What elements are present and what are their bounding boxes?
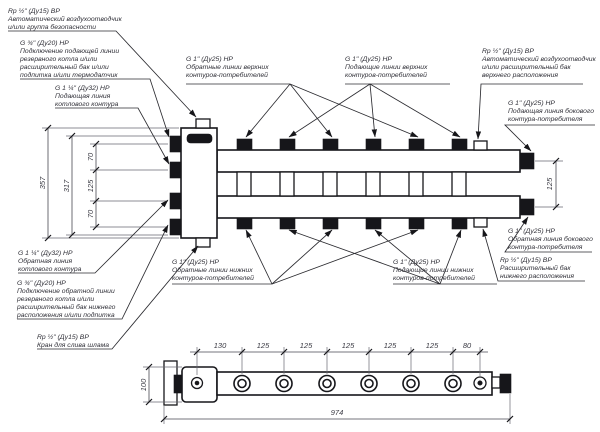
callout-line: Rp ½" (Ду15) ВР — [500, 257, 552, 264]
callout-line: Обратная линия бокового — [508, 236, 593, 243]
callout-line: G 1" (Ду25) НР — [172, 259, 219, 266]
dim-plan-gap: 80 — [462, 341, 472, 350]
callout-lower-expansion — [500, 256, 574, 280]
callout-line: G ¾" (Ду20) НР — [20, 40, 69, 47]
upper-ports — [237, 139, 487, 150]
callout-line: контуров-потребителей — [345, 72, 427, 79]
callout-line: Обратная линия — [18, 258, 73, 265]
dim-gap-top: 70 — [86, 152, 95, 162]
callout-line: Обратные линии верхних — [186, 64, 269, 71]
dim-plan-gap: 125 — [256, 341, 270, 350]
dim-plan-total: 974 — [330, 408, 344, 417]
lower-expansion-port — [474, 218, 487, 227]
callout-line: Подключение обратной линии — [17, 288, 115, 295]
callout-upper-return — [186, 56, 269, 79]
callout-line: контуров-потребителей — [172, 275, 254, 282]
callout-line: G 1" (Ду25) НР — [345, 56, 392, 63]
callout-line: контура-потребителя — [508, 116, 583, 123]
callout-line: Rp ½" (Ду15) ВР — [37, 334, 89, 341]
brand-badge — [187, 134, 212, 143]
callout-line: нижнего расположения — [500, 273, 575, 280]
callout-line: расположения и/или подпитка — [17, 312, 115, 319]
callout-top-air-vent — [7, 7, 123, 31]
callout-line: G 1" (Ду25) НР — [508, 228, 555, 235]
side-supply-port — [520, 153, 534, 169]
dim-front-total: 357 — [38, 176, 47, 190]
callout-lower-return — [172, 259, 254, 282]
callout-line: Подающая линия бокового — [508, 108, 594, 115]
callout-line: G 1 ¼" (Ду32) НР — [55, 85, 110, 92]
callout-line: G 1" (Ду25) НР — [393, 259, 440, 266]
callout-side-return — [508, 228, 593, 251]
callout-line: G 1 ¼" (Ду32) НР — [18, 250, 73, 257]
dim-plan-gap: 125 — [341, 341, 355, 350]
callout-line: расширительный бак нижнего — [17, 304, 116, 311]
callout-line: котлового контура — [55, 101, 119, 108]
annotations — [7, 7, 597, 349]
callout-line: Автоматический воздухоотводчик — [482, 56, 596, 63]
callout-line: G 1" (Ду25) НР — [186, 56, 233, 63]
bar-connectors — [237, 172, 466, 196]
callout-line: G 1" (Ду25) НР — [508, 100, 555, 107]
callout-line: контура-потребителя — [508, 244, 583, 251]
callout-line: и/или группа безопасности — [8, 24, 97, 31]
callout-line: Rp ½" (Ду15) ВР — [482, 48, 534, 55]
column-top-port — [196, 119, 210, 128]
front-view — [170, 119, 534, 247]
plan-view — [164, 361, 511, 405]
callout-line: резервного котла и/или — [20, 56, 98, 63]
callout-boiler-return — [18, 250, 82, 273]
callout-line: контуров-потребителей — [393, 275, 475, 282]
left-ports — [170, 136, 181, 235]
dim-plan-gap: 125 — [383, 341, 397, 350]
callout-line: верхнего расположения — [482, 72, 558, 79]
lower-ports — [237, 218, 487, 229]
callout-line: Подключение подающей линии — [20, 48, 120, 55]
callout-right-air-vent — [481, 47, 597, 79]
upper-manifold-bar — [217, 150, 520, 172]
dim-side-gap: 125 — [545, 177, 554, 191]
callout-line: G ¾" (Ду20) НР — [17, 280, 66, 287]
callout-drain — [37, 333, 109, 349]
plan-right-port — [500, 374, 511, 393]
side-return-port — [520, 199, 534, 215]
callout-line: Rp ½" (Ду15) ВР — [8, 8, 60, 15]
callout-reserve-return — [16, 280, 116, 319]
callout-line: Расширительный бак — [500, 265, 571, 272]
callout-line: Подающие линии верхних — [345, 64, 428, 71]
callout-line: Автоматический воздухоотводчик — [8, 16, 122, 23]
dim-plan-gap: 130 — [213, 341, 227, 350]
plan-right-neck — [492, 377, 500, 388]
boiler-column — [181, 128, 217, 238]
dim-gap-mid: 125 — [86, 179, 95, 193]
column-drain-port — [196, 238, 210, 247]
callout-upper-supply — [345, 56, 428, 79]
callout-line: подпитка и/или термодатчик — [20, 72, 118, 79]
callout-line: Обратные линии нижних — [172, 267, 253, 274]
upper-air-vent-port — [474, 141, 487, 150]
dim-gap-bottom: 70 — [86, 209, 95, 219]
callout-line: и/или расширительный бак — [482, 64, 571, 71]
callout-line: Кран для слива шлама — [37, 342, 110, 349]
dim-plan-gap: 125 — [299, 341, 313, 350]
callout-line: Подающая линия — [55, 93, 111, 100]
callout-lower-supply — [393, 259, 475, 282]
callout-line: контуров-потребителей — [186, 72, 268, 79]
dim-plan-depth: 100 — [139, 378, 148, 392]
callout-line: резервного котла и/или — [17, 296, 95, 303]
callout-boiler-supply — [55, 85, 119, 108]
callout-side-supply — [508, 100, 594, 123]
callout-reserve-supply — [19, 40, 119, 79]
lower-manifold-bar — [217, 196, 520, 218]
dim-plan-gap: 125 — [425, 341, 439, 350]
callout-line: расширительный бак и/или — [20, 64, 109, 71]
callout-line: котлового контура — [18, 266, 82, 273]
dim-front-span: 317 — [62, 179, 71, 193]
callout-line: Подающие линии нижних — [393, 267, 474, 274]
